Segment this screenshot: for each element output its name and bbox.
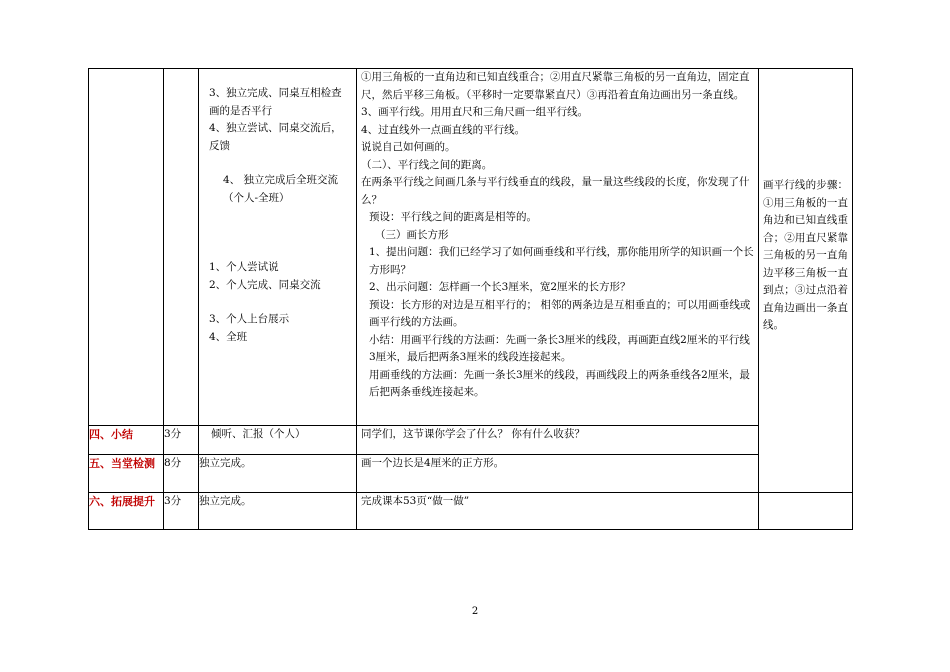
- time-value: 8分: [164, 455, 199, 493]
- content-text: 完成课本53页“做一做”: [357, 493, 759, 530]
- content-line: （二）、平行线之间的距离。: [361, 158, 493, 171]
- activity-text: 独立完成。: [199, 493, 357, 530]
- time-cell-empty: [164, 69, 199, 426]
- lesson-plan-table: [88, 68, 853, 530]
- activity-line: 3、个人上台展示: [209, 313, 290, 325]
- section-title: 四、小结: [89, 426, 164, 455]
- summary-row: [89, 426, 853, 455]
- activity-line: 4、独立尝试、同桌交流后，反馈: [209, 122, 342, 152]
- note-text: 画平行线的步骤：①用三角板的一直角边和已知直线重合；②用直尺紧靠三角板的另一直角边平移三角板一直到点；③过点沿着直角边画出一条直线。: [763, 179, 848, 331]
- activity-cell: [199, 69, 357, 426]
- section-title: 六、拓展提升: [89, 493, 164, 530]
- content-line: 2、出示问题：怎样画一个长3厘米，宽2厘米的长方形？: [369, 281, 631, 293]
- content-line: 用画垂线的方法画：先画一条长3厘米的线段，再画线段上的两条垂线各2厘米，最后把两条垂线连接起来。: [369, 368, 750, 398]
- section-title: 五、当堂检测: [89, 455, 164, 493]
- content-line: 预设：长方形的对边是互相平行的； 相邻的两条边是互相垂直的；可以用画垂线或画平行线的方法画。: [369, 298, 751, 328]
- content-line: ①用三角板的一直角边和已知直线重合；②用直尺紧靠三角板的另一直角边，固定直尺，然后平移三角板。（平移时一定要靠紧直尺）③再沿着直角边画出另一条直线。: [361, 71, 750, 101]
- activity-line: 1、个人尝试说: [209, 261, 279, 273]
- content-line: 4、过直线外一点画直线的平行线。: [361, 123, 526, 136]
- activity-line: （个人-全班）: [223, 191, 290, 204]
- content-line: 小结：用画平行线的方法画：先画一条长3厘米的线段，再画距直线2厘米的平行线3厘米，最后把两条3厘米的线段连接起来。: [369, 333, 750, 363]
- activity-line: 4、全班: [209, 330, 248, 343]
- content-cell: [357, 69, 759, 426]
- section-cell-empty: [89, 69, 164, 426]
- activity-line: 4、 独立完成后全班交流: [223, 174, 339, 186]
- content-text: 画一个边长是4厘米的正方形。: [357, 455, 759, 493]
- time-value: 3分: [164, 426, 199, 455]
- note-cell: [759, 69, 853, 493]
- content-line: 3、画平行线。用用直尺和三角尺画一组平行线。: [361, 106, 589, 118]
- time-value: 3分: [164, 493, 199, 530]
- main-row: [89, 69, 853, 426]
- activity-line: 3、独立完成、同桌互相检查画的是否平行: [209, 87, 342, 117]
- content-line: （三）画长方形: [375, 228, 449, 241]
- content-text: 同学们，这节课你学会了什么？ 你有什么收获？: [357, 426, 759, 455]
- extension-row: [89, 493, 853, 530]
- activity-line: 2、个人完成、同桌交流: [209, 278, 321, 291]
- content-line: 在两条平行线之间画几条与平行线垂直的线段，量一量这些线段的长度，你发现了什么？: [361, 176, 750, 206]
- page-number: 2: [471, 606, 479, 617]
- content-line: 说说自己如何画的。: [361, 141, 456, 153]
- note-cell-empty: [759, 493, 853, 530]
- check-row: [89, 455, 853, 493]
- activity-text: 独立完成。: [199, 455, 357, 493]
- activity-text: 倾听、汇报（个人）: [199, 426, 357, 455]
- content-line: 1、提出问题：我们已经学习了如何画垂线和平行线，那你能用所学的知识画一个长方形吗？: [369, 246, 754, 276]
- content-line: 预设：平行线之间的距离是相等的。: [369, 211, 537, 223]
